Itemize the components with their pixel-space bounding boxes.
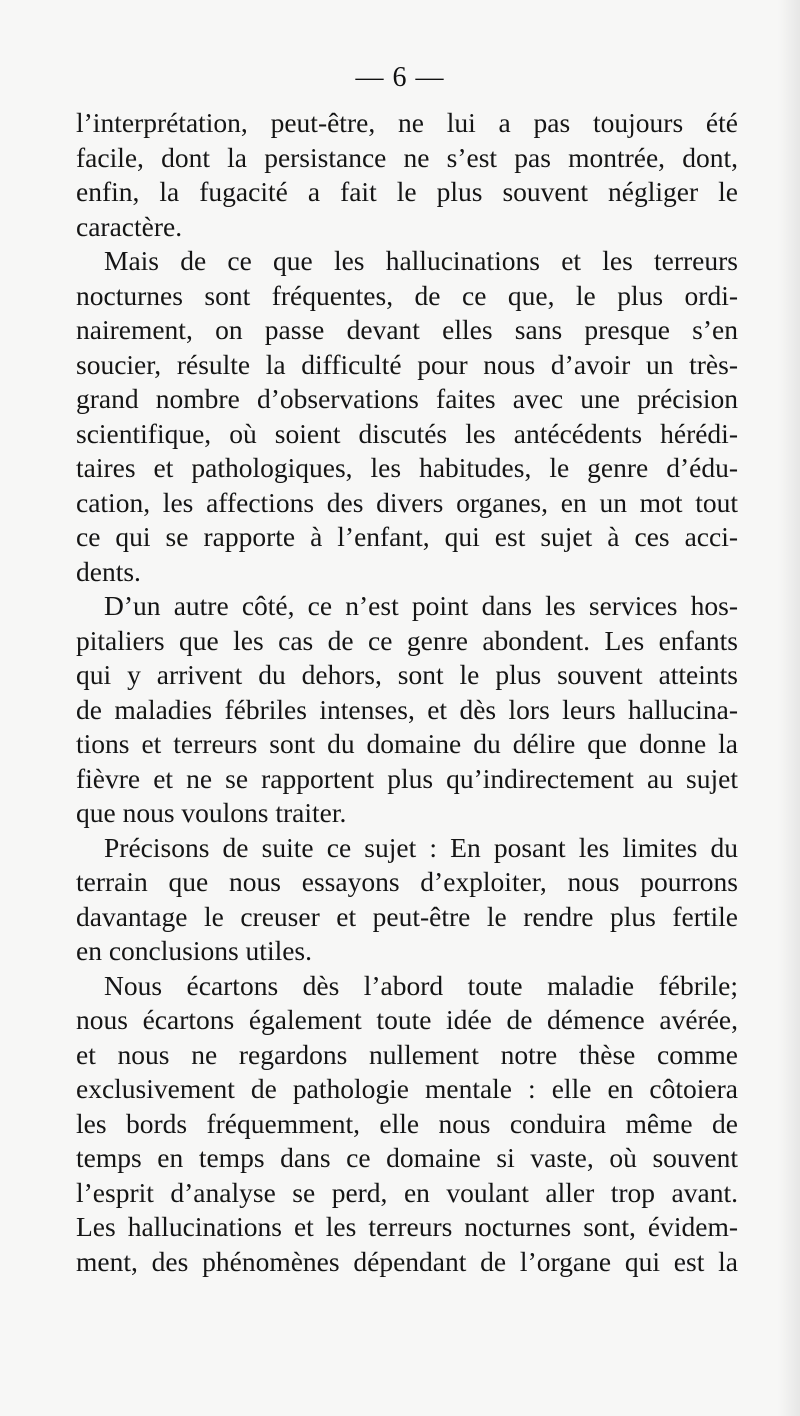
text-line: nocturnes sont fréquentes, de ce que, le plus ordi-	[76, 279, 738, 311]
text-line: terrain que nous essayons d’exploiter, nous pourrons	[76, 866, 738, 897]
text-line: Nous écartons dès l’abord toute maladie fébrile;	[104, 969, 738, 1001]
text-line: exclusivement de pathologie mentale : elle en côtoiera	[76, 1073, 738, 1104]
paragraph-1	[76, 106, 738, 244]
text-line: Les hallucinations et les terreurs nocturnes sont, évidem-	[76, 1211, 738, 1242]
paragraph-5	[76, 969, 738, 1280]
text-line: caractère.	[76, 210, 183, 242]
page-edge-shadow	[778, 0, 800, 1416]
paragraph-4	[76, 831, 738, 969]
text-line: ment, des phénomènes dépendant de l’organe qui est la	[76, 1245, 738, 1277]
text-line: l’interprétation, peut-être, ne lui a pas toujours été	[76, 107, 738, 138]
text-line: dents.	[76, 555, 141, 587]
text-line: enfin, la fugacité a fait le plus souvent négliger le	[76, 176, 738, 207]
text-line: qui y arrivent du dehors, sont le plus souvent atteints	[76, 659, 738, 690]
text-line: Mais de ce que les hallucinations et les terreurs	[104, 245, 738, 276]
text-line: que nous voulons traiter.	[76, 797, 347, 828]
text-line: fièvre et ne se rapportent plus qu’indirectement au sujet	[76, 762, 738, 794]
text-line: facile, dont la persistance ne s’est pas montrée, dont,	[76, 141, 738, 173]
text-line: nairement, on passe devant elles sans presque s’en	[76, 314, 738, 345]
text-line: cation, les affections des divers organes, en un mot tout	[76, 486, 738, 518]
text-line: grand nombre d’observations faites avec une précision	[76, 383, 738, 414]
paragraph-3	[76, 589, 738, 831]
text-line: ce qui se rapporte à l’enfant, qui est sujet à ces acci-	[76, 521, 738, 552]
text-line: de maladies fébriles intenses, et dès lors leurs hallucina-	[76, 693, 738, 725]
text-line: et nous ne regardons nullement notre thèse comme	[76, 1038, 738, 1070]
text-line: Précisons de suite ce sujet : En posant les limites du	[104, 831, 738, 863]
text-line: D’un autre côté, ce n’est point dans les services hos-	[104, 590, 738, 621]
text-line: scientifique, où soient discutés les antécédents hérédi-	[76, 417, 738, 449]
text-line: pitaliers que les cas de ce genre abondent. Les enfants	[76, 624, 738, 656]
text-line: soucier, résulte la difficulté pour nous d’avoir un très-	[76, 348, 738, 380]
text-line: davantage le creuser et peut-être le rendre plus fertile	[76, 900, 738, 932]
text-line: taires et pathologiques, les habitudes, le genre d’édu-	[76, 452, 738, 483]
page-number: — 6 —	[355, 62, 445, 93]
text-line: nous écartons également toute idée de démence avérée,	[76, 1004, 738, 1035]
text-line: les bords fréquemment, elle nous conduira même de	[76, 1107, 738, 1139]
text-line: l’esprit d’analyse se perd, en voulant aller trop avant.	[76, 1176, 738, 1208]
text-line: tions et terreurs sont du domaine du délire que donne la	[76, 728, 738, 759]
body-text	[76, 106, 738, 1279]
paragraph-2	[76, 244, 738, 589]
text-line: temps en temps dans ce domaine si vaste, où souvent	[76, 1142, 738, 1173]
text-line: en conclusions utiles.	[76, 935, 313, 966]
